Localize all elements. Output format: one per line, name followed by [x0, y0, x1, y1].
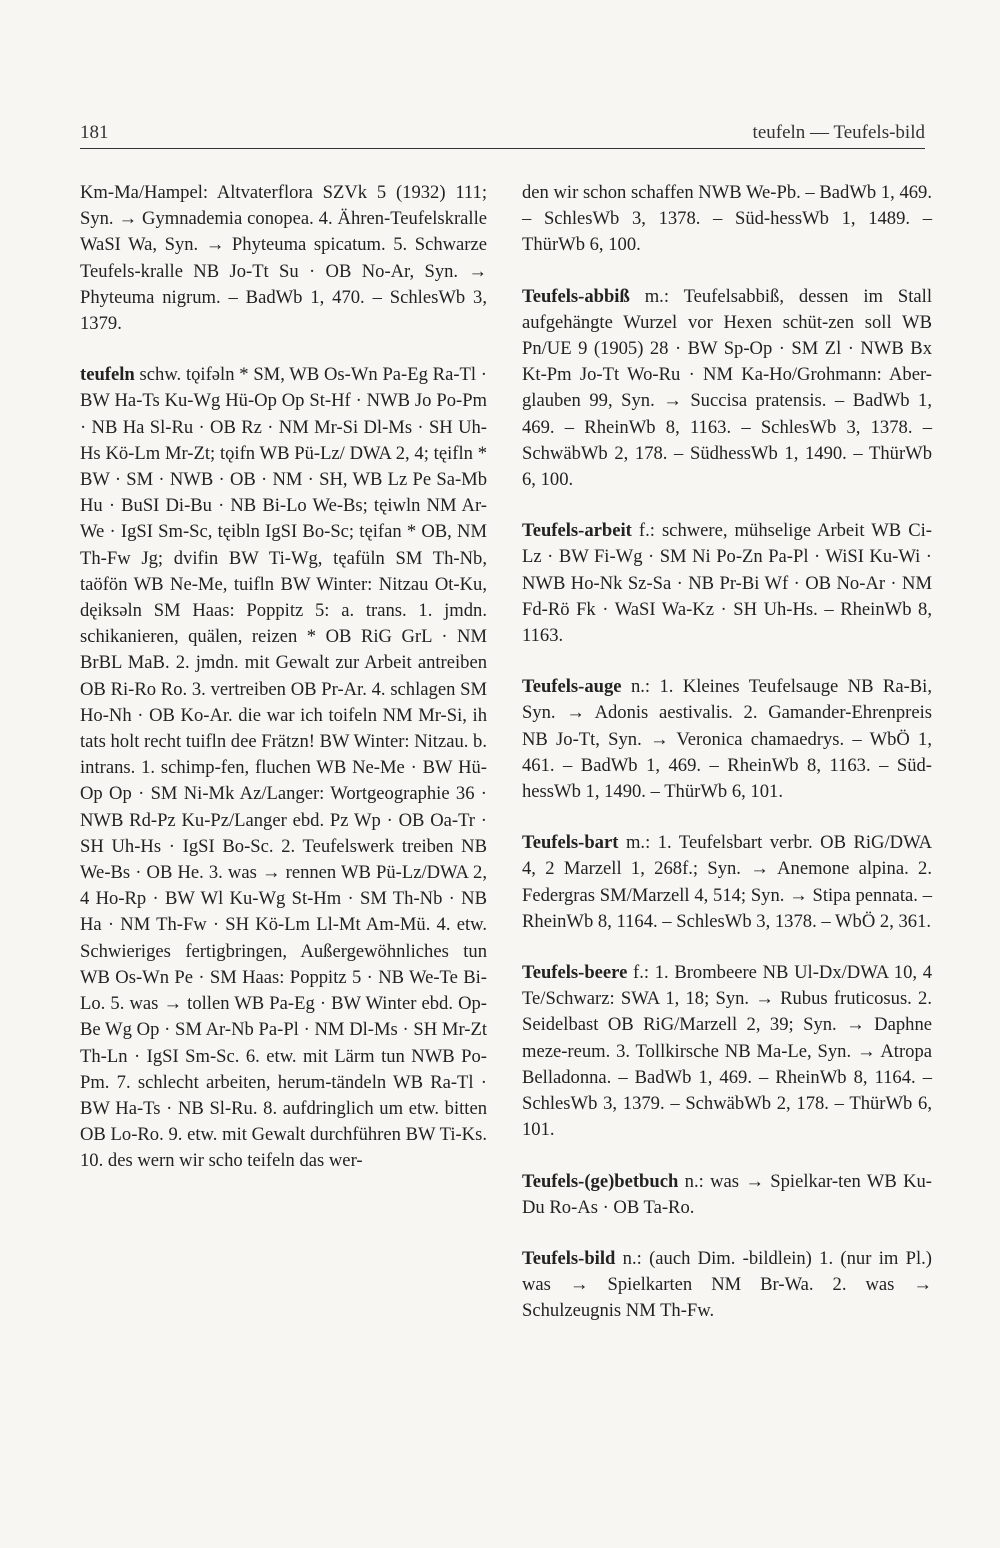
running-head: teufeln — Teufels-bild [752, 122, 925, 143]
right-column [522, 180, 932, 1350]
entry-lemma: Teufels-(ge)betbuch [522, 1170, 679, 1192]
entry-text: m.: 1. Teufelsbart verbr. OB RiG/DWA 4, 2 Marzell 1, 268f.; Syn. → Anemone alpina. 2. Federgras SM/Marzell 4, 514; Syn. → Stipa pennata. – RheinWb 8, 1164. – SchlesWb 3, 1378. – WbÖ 2, 361. [522, 832, 932, 932]
dictionary-entry [80, 180, 487, 337]
dictionary-entry [522, 1246, 932, 1325]
page-header [80, 118, 925, 149]
dictionary-entry [522, 830, 932, 935]
page-number: 181 [80, 122, 109, 143]
entry-text: n.: (auch Dim. -bildlein) 1. (nur im Pl.) was → Spielkarten NM Br-Wa. 2. was → Schulzeugnis NM Th-Fw. [522, 1247, 932, 1322]
entry-text: f.: schwere, mühselige Arbeit WB Ci-Lz · BW Fi-Wg · SM Ni Po-Zn Pa-Pl · WiSI Ku-Wi · NWB Ho-Nk Sz-Sa · NB Pr-Bi Wf · OB No-Ar · NM Fd-Rö Fk · WaSI Wa-Kz · SH Uh-Hs. – RheinWb 8, 1163. [522, 520, 932, 647]
entry-lemma: Teufels-abbiß [522, 285, 630, 307]
left-column [80, 180, 487, 1200]
entry-lemma: Teufels-bart [522, 832, 619, 854]
entry-text: Km-Ma/Hampel: Altvaterflora SZVk 5 (1932) 111; Syn. → Gymnademia conopea. 4. Ähren-Teufelskralle WaSI Wa, Syn. → Phyteuma spicatum. 5. Schwarze Teufels-kralle NB Jo-Tt Su · OB No-Ar, Syn. → Phyteuma nigrum. – BadWb 1, 470. – SchlesWb 3, 1379. [80, 182, 487, 335]
entry-text: f.: 1. Brombeere NB Ul-Dx/DWA 10, 4 Te/Schwarz: SWA 1, 18; Syn. → Rubus fruticosus. 2. Seidelbast OB RiG/Marzell 2, 39; Syn. → Daphne meze-reum. 3. Tollkirsche NB Ma-Le, Syn. → Atropa Belladonna. – BadWb 1, 469. – RheinWb 8, 1164. – SchlesWb 3, 1379. – SchwäbWb 2, 178. – ThürWb 6, 101. [522, 962, 932, 1141]
dictionary-entry [80, 362, 487, 1174]
entry-lemma: teufeln [80, 364, 135, 386]
entry-lemma: Teufels-bild [522, 1247, 616, 1269]
entry-text: n.: was → Spielkar-ten WB Ku-Du Ro-As · OB Ta-Ro. [522, 1170, 932, 1218]
dictionary-entry [522, 284, 932, 494]
entry-lemma: Teufels-beere [522, 962, 628, 984]
entry-text: m.: Teufelsabbiß, dessen im Stall aufgehängte Wurzel vor Hexen schüt-zen soll WB Pn/UE 9 (1905) 28 · BW Sp-Op · SM Zl · NWB Bx Kt-Pm Jo-Tt Wo-Ru · NM Ka-Ho/Grohmann: Aber-glauben 99, Syn. → Succisa pratensis. – BadWb 1, 469. – RheinWb 8, 1163. – SchlesWb 3, 1378. – SchwäbWb 2, 178. – SüdhessWb 1, 1490. – ThürWb 6, 100. [522, 285, 932, 491]
dictionary-entry [522, 1169, 932, 1221]
entry-text: schw. tǫifəln * SM, WB Os-Wn Pa-Eg Ra-Tl · BW Ha-Ts Ku-Wg Hü-Op Op St-Hf · NWB Jo Po-Pm · NB Ha Sl-Ru · OB Rz · NM Mr-Si Dl-Ms · SH Uh-Hs Kö-Lm Mr-Zt; tǫifn WB Pü-Lz/ DWA 2, 4; tęifln * BW · SM · NWB · OB · NM · SH, WB Lz Pe Sa-Mb Hu · BuSI Di-Bu · NB Bi-Lo We-Bs; tęiwln NM Ar-We · IgSI Sm-Sc, tęibln IgSI Bo-Sc; tęifan * OB, NM Th-Fw Jg; dvifin BW Ti-Wg, tęafüln SM Th-Nb, taöfön WB Ne-Me, tuifln BW Winter: Nitzau Ot-Ku, dęiksəln SM Haas: Poppitz 5: a. trans. 1. jmdn. schikanieren, quälen, reizen * OB RiG GrL · NM BrBL MaB. 2. jmdn. mit Gewalt zur Arbeit antreiben OB Ri-Ro Ro. 3. vertreiben OB Pr-Ar. 4. schlagen SM Ho-Nh · OB Ko-Ar. die war ich toifeln NM Mr-Si, ih tats holt recht tuifln dee Frätzn! BW Winter: Nitzau. b. intrans. 1. schimp-fen, fluchen WB Ne-Me · BW Hü-Op Op · SM Ni-Mk Az/Langer: Wortgeographie 36 · NWB Rd-Pz Ku-Pz/Langer ebd. Pz Wp · OB Oa-Tr · SH Uh-Hs · IgSI Bo-Sc. 2. Teufelswerk treiben NB We-Bs · OB He. 3. was → rennen WB Pü-Lz/DWA 2, 4 Ho-Rp · BW Wl Ku-Wg St-Hm · SM Th-Nb · NB Ha · NM Th-Fw · SH Kö-Lm Ll-Mt Am-Mü. 4. etw. Schwieriges fertigbringen, Außergewöhnliches tun WB Os-Wn Pe · SM Haas: Poppitz 5 · NB We-Te Bi-Lo. 5. was → tollen WB Pa-Eg · BW Winter ebd. Op-Be Wg Op · SM Ar-Nb Pa-Pl · NM Dl-Ms · SH Mr-Zt Th-Ln · IgSI Sm-Sc. 6. etw. mit Lärm tun NWB Po-Pm. 7. schlecht arbeiten, herum-tändeln WB Ra-Tl · BW Ha-Ts · NB Sl-Ru. 8. aufdringlich um etw. bitten OB Lo-Ro. 9. etw. mit Gewalt durchführen BW Ti-Ks. 10. des wern wir scho teifeln das wer- [80, 364, 488, 1172]
entry-text: n.: 1. Kleines Teufelsauge NB Ra-Bi, Syn. → Adonis aestivalis. 2. Gamander-Ehrenpreis NB Jo-Tt, Syn. → Veronica chamaedrys. – WbÖ 1, 461. – BadWb 1, 469. – RheinWb 8, 1163. – Süd-hessWb 1, 1490. – ThürWb 6, 101. [522, 676, 932, 803]
dictionary-entry [522, 674, 932, 805]
entry-lemma: Teufels-auge [522, 676, 622, 698]
dictionary-entry [522, 960, 932, 1143]
entry-lemma: Teufels-arbeit [522, 520, 632, 542]
dictionary-entry [522, 518, 932, 649]
entry-text: den wir schon schaffen NWB We-Pb. – BadWb 1, 469. – SchlesWb 3, 1378. – Süd-hessWb 1, 1489. – ThürWb 6, 100. [522, 182, 932, 256]
dictionary-entry [522, 180, 932, 259]
